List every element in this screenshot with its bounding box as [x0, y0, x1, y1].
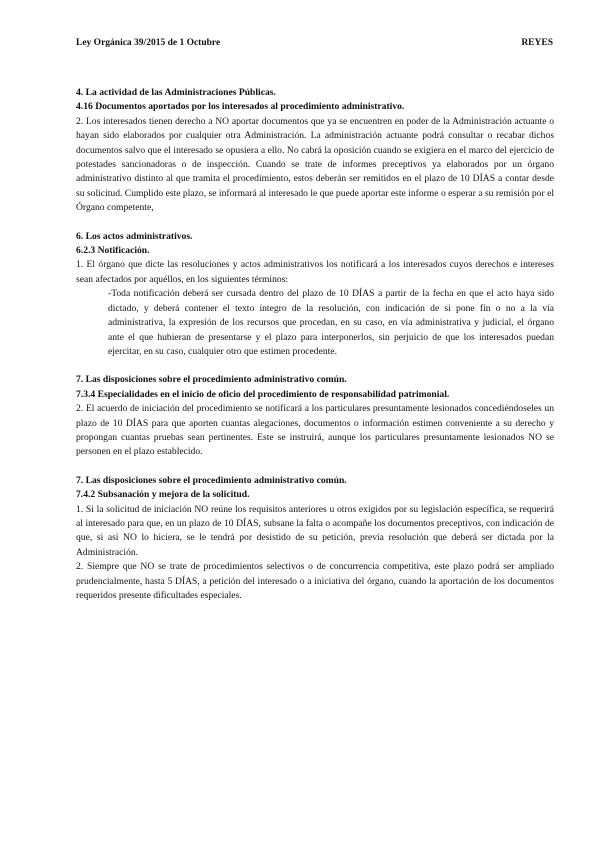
subsection-heading: 6.2.3 Notificación. — [76, 245, 150, 257]
section-documentos — [76, 86, 554, 216]
document-body — [76, 86, 554, 603]
section-notificacion — [76, 230, 554, 360]
page-header — [76, 38, 553, 48]
section-heading: 6. Los actos administrativos. — [76, 230, 193, 242]
paragraph: 2. Los interesados tienen derecho a NO aportar documentos que ya se encuentren en poder de la Administración actuante o hayan sido elaborados por cualquier otra Administración. La administración actuante podrá consultar o recabar dichos documentos salvo que el interesado se opusiera a ello. No cabrá la oposición cuando se exigiera en el marco del ejercicio de potestades sancionadoras o de inspección. Cuando se trate de informes preceptivos ya elaborados por un órgano administrativo distinto al que tramita el procedimiento, estos deberán ser remitidos en el plazo de 10 DÍAS a contar desde su solicitud. Cumplido este plazo, se informará al interesado le que puede aportar este informe o esperar a su remisión por el Órgano competente, — [76, 115, 554, 214]
subsection-heading: 7.4.2 Subsanación y mejora de la solicitud. — [76, 489, 250, 501]
indented-paragraph: -Toda notificación deberá ser cursada dentro del plazo de 10 DÍAS a partir de la fecha en que el acto haya sido dictado, y deberá contener el texto íntegro de la resolución, con indicación de si pone fin o no a la vía administrativa, la expresión de los recursos que procedan, en su caso, en vía administrativa y judicial, el órgano ante el que hubieran de presentarse y el plazo para interponerlos, sin perjuicio de que los interesados puedan ejercitar, en su caso, cualquier otro que estimen procedente. — [108, 288, 554, 357]
header-author: REYES — [521, 38, 553, 48]
subsection-heading: 7.3.4 Especialidades en el inicio de oficio del procedimiento de responsabilidad patrimonial. — [76, 388, 450, 400]
section-responsabilidad — [76, 373, 554, 459]
header-law-title: Ley Orgánica 39/2015 de 1 Octubre — [76, 38, 221, 48]
section-heading: 4. La actividad de las Administraciones Públicas. — [76, 87, 276, 98]
subsection-heading: 4.16 Documentos aportados por los interesados al procedimiento administrativo. — [76, 101, 405, 113]
paragraph: 1. Si la solicitud de iniciación NO reúne los requisitos anteriores u otros exigidos por su legislación específica, se requerirá al interesado para que, en un plazo de 10 DÍAS, subsane la falta o acompañe los documentos preceptivos, con indicación de que, si así NO lo hiciera, se le tendrá por desistido de su petición, previa resolución que deberá ser dictada por la Administración. — [76, 503, 554, 558]
section-subsanacion — [76, 474, 554, 604]
section-heading: 7. Las disposiciones sobre el procedimiento administrativo común. — [76, 374, 347, 386]
paragraph: 2. Siempre que NO se trate de procedimientos selectivos o de concurrencia competitiva, este plazo podrá ser ampliado prudencialmente, hasta 5 DÍAS, a petición del interesado o a iniciativa del órgano, cuando la aportación de los documentos requeridos presente dificultades especiales. — [76, 561, 554, 601]
paragraph: 2. El acuerdo de iniciación del procedimiento se notificará a los particulares presuntamente lesionados concediéndoseles un plazo de 10 DÍAS para que aporten cuantas alegaciones, documentos o información estimen conveniente a su derecho y propongan cuantas pruebas sean pertinentes. Este se instruirá, aunque los particulares presuntamente lesionados NO se personen en el plazo establecido. — [76, 403, 554, 458]
paragraph: 1. El órgano que dicte las resoluciones y actos administrativos los notificará a los interesados cuyos derechos e intereses sean afectados por aquéllos, en los siguientes términos: — [76, 259, 554, 285]
section-heading: 7. Las disposiciones sobre el procedimiento administrativo común. — [76, 474, 347, 486]
